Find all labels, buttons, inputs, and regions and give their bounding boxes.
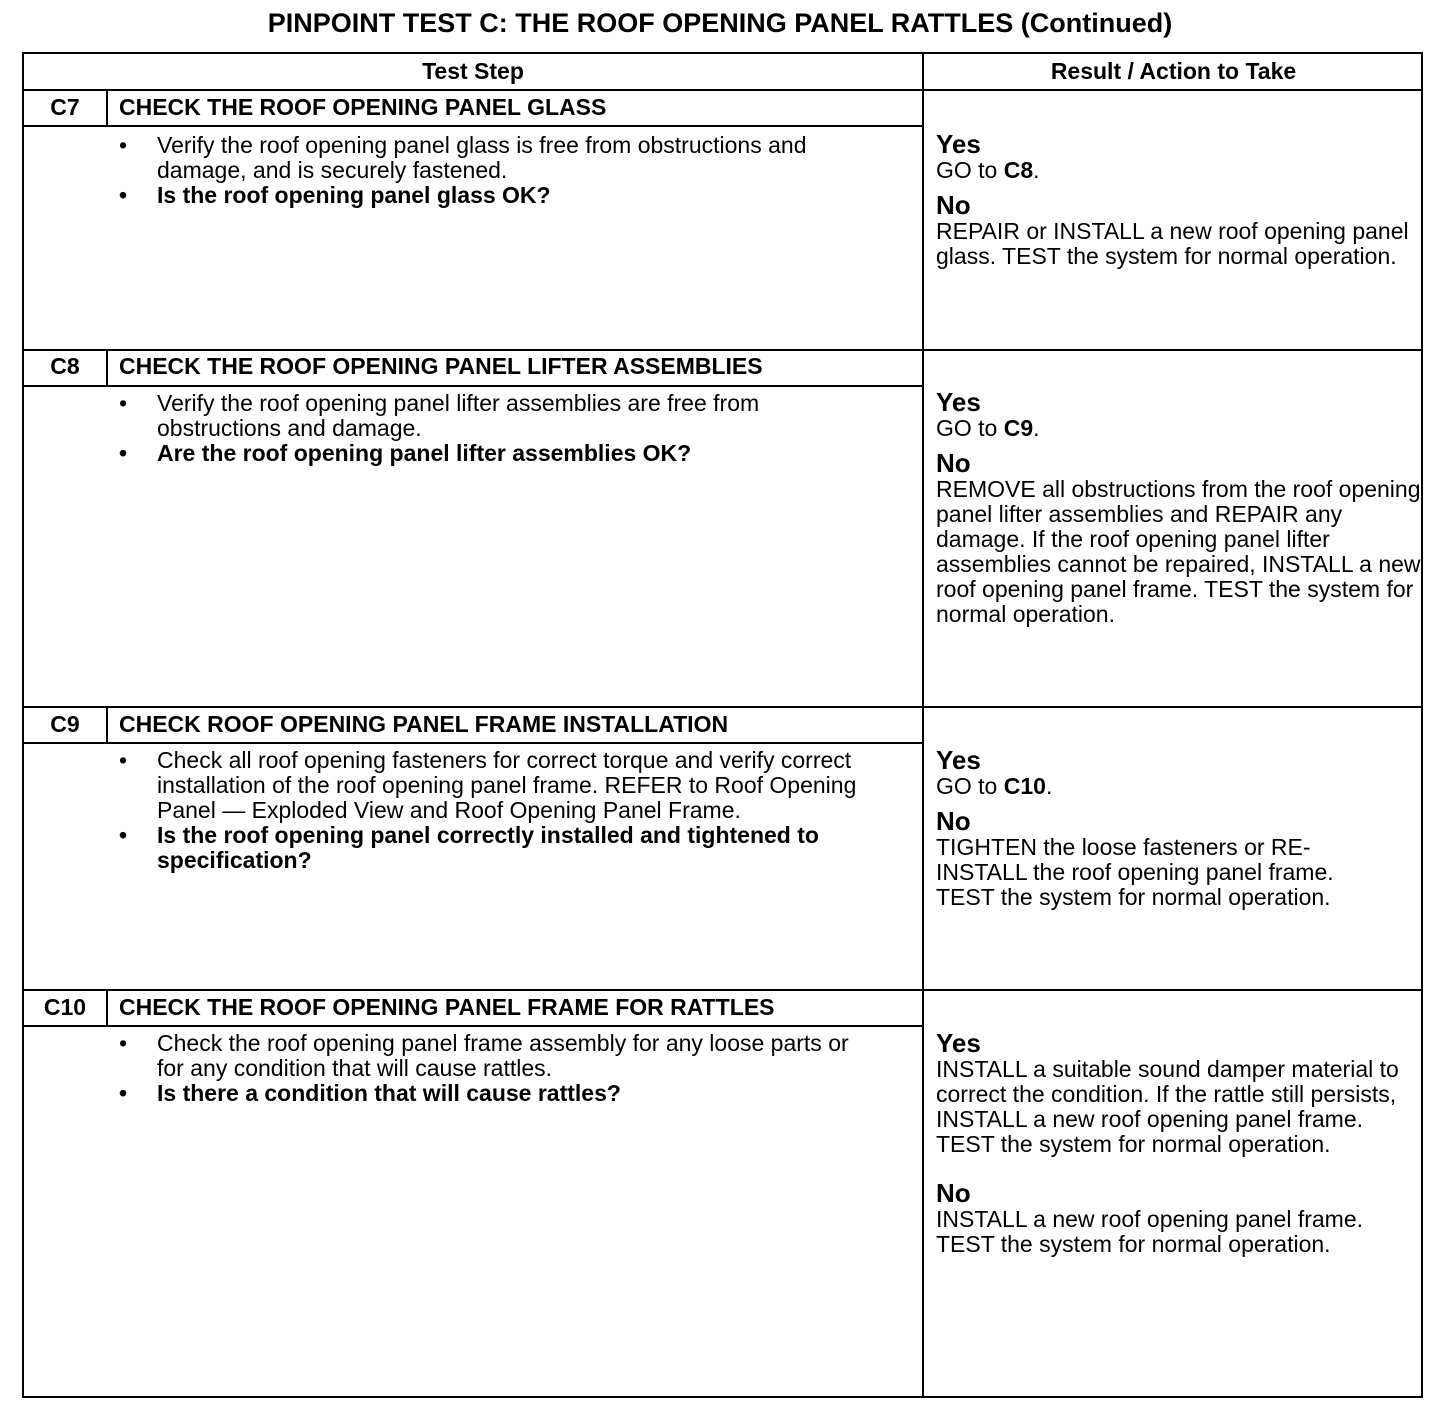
no-action: REPAIR or INSTALL a new roof opening panel glass. TEST the system for normal operation. — [936, 218, 1409, 269]
no-label: No — [936, 448, 971, 478]
step-title-divider — [24, 1025, 922, 1027]
step-result — [936, 130, 1420, 269]
header-result: Result / Action to Take — [1050, 58, 1297, 84]
yes-action: GO to C8. — [936, 157, 1040, 183]
step-title-divider — [24, 742, 922, 744]
question-item: • Is the roof opening panel glass OK? — [119, 182, 551, 208]
yes-action: INSTALL a suitable sound damper material to correct the condition. If the rattle still persists, INSTALL a new roof opening panel frame. TEST the system for normal operation. — [936, 1056, 1399, 1157]
step-instructions — [119, 1031, 849, 1106]
step-id: C9 — [50, 711, 80, 737]
step-title: CHECK THE ROOF OPENING PANEL GLASS — [119, 94, 607, 120]
row-divider — [24, 989, 1423, 991]
instruction-item: • Check the roof opening panel frame assembly for any loose parts or for any condition that will cause rattles. — [119, 1030, 849, 1081]
test-table — [22, 52, 1423, 1398]
no-label: No — [936, 1178, 971, 1208]
yes-label: Yes — [936, 1028, 981, 1058]
page-title: PINPOINT TEST C: THE ROOF OPENING PANEL RATTLES (Continued) — [267, 8, 1173, 38]
step-instructions — [119, 748, 889, 873]
step-id: C10 — [43, 994, 87, 1020]
instruction-item: • Verify the roof opening panel lifter assemblies are free from obstructions and damage. — [119, 390, 760, 441]
bullet-icon: • — [119, 1030, 128, 1056]
instruction-item: • Check all roof opening fasteners for correct torque and verify correct installation of the roof opening panel frame. REFER to Roof Opening Panel — Exploded View and Roof Opening Panel Frame. — [119, 747, 857, 823]
bullet-icon: • — [119, 182, 128, 208]
yes-label: Yes — [936, 745, 981, 775]
no-action: TIGHTEN the loose fasteners or RE-INSTALL the roof opening panel frame. TEST the system for normal operation. — [936, 834, 1334, 910]
question-item: • Is there a condition that will cause rattles? — [119, 1080, 621, 1106]
step-title: CHECK ROOF OPENING PANEL FRAME INSTALLATION — [119, 711, 729, 737]
no-label: No — [936, 806, 971, 836]
step-title-divider — [24, 385, 922, 387]
step-title-divider — [24, 125, 922, 127]
step-result — [936, 746, 1366, 910]
step-result — [936, 1029, 1422, 1257]
no-action: INSTALL a new roof opening panel frame. TEST the system for normal operation. — [936, 1206, 1364, 1257]
step-id-divider — [106, 351, 108, 387]
bullet-icon: • — [119, 132, 128, 158]
step-instructions — [119, 133, 889, 208]
bullet-icon: • — [119, 1080, 128, 1106]
yes-action: GO to C9. — [936, 415, 1040, 441]
bullet-icon: • — [119, 747, 128, 773]
header-divider — [24, 89, 1423, 91]
column-divider — [922, 54, 924, 1398]
step-title: CHECK THE ROOF OPENING PANEL FRAME FOR RATTLES — [119, 994, 775, 1020]
step-id-divider — [106, 708, 108, 744]
row-divider — [24, 349, 1423, 351]
bullet-icon: • — [119, 390, 128, 416]
question-item: • Is the roof opening panel correctly installed and tightened to specification? — [119, 822, 819, 873]
step-id: C8 — [50, 353, 80, 379]
step-title: CHECK THE ROOF OPENING PANEL LIFTER ASSEMBLIES — [119, 353, 763, 379]
bullet-icon: • — [119, 822, 128, 848]
no-label: No — [936, 190, 971, 220]
step-id: C7 — [50, 94, 80, 120]
yes-label: Yes — [936, 129, 981, 159]
step-id-divider — [106, 991, 108, 1027]
step-id-divider — [106, 91, 108, 127]
row-divider — [24, 706, 1423, 708]
question-item: • Are the roof opening panel lifter assemblies OK? — [119, 440, 692, 466]
step-instructions — [119, 391, 839, 466]
yes-label: Yes — [936, 387, 981, 417]
step-result — [936, 388, 1422, 627]
bullet-icon: • — [119, 440, 128, 466]
header-test-step: Test Step — [422, 58, 524, 84]
instruction-item: • Verify the roof opening panel glass is free from obstructions and damage, and is securely fastened. — [119, 132, 807, 183]
no-action: REMOVE all obstructions from the roof opening panel lifter assemblies and REPAIR any damage. If the roof opening panel lifter assemblies cannot be repaired, INSTALL a new roof opening panel frame. TEST the system for normal operation. — [936, 476, 1421, 627]
yes-action: GO to C10. — [936, 773, 1053, 799]
